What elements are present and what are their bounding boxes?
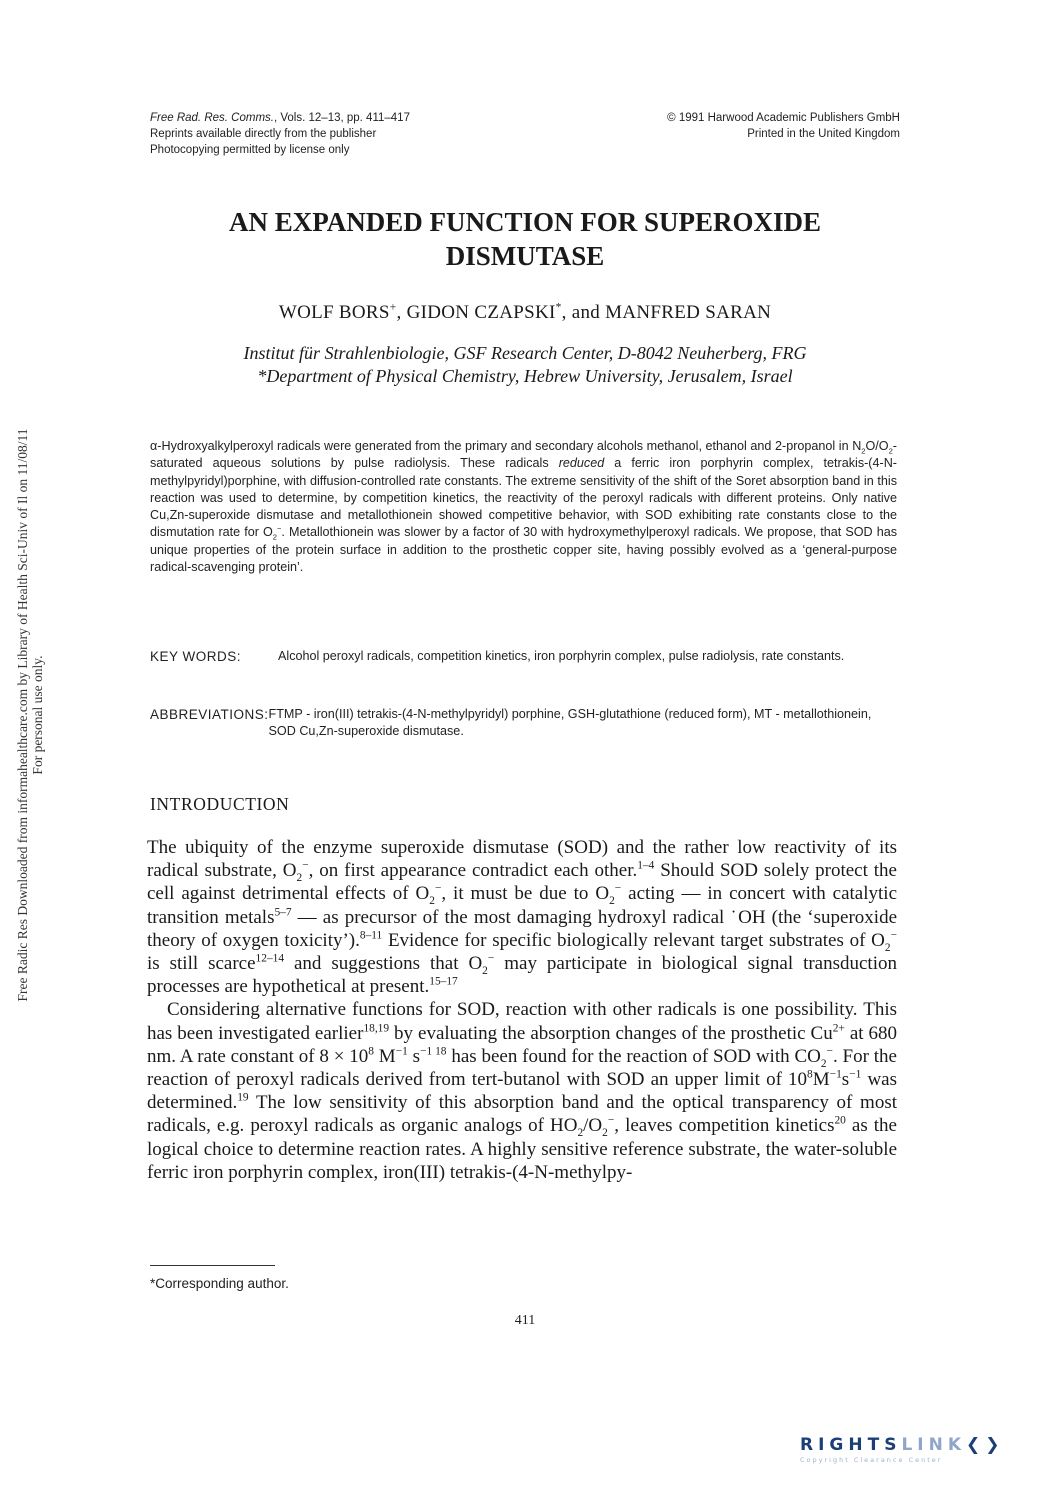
intro-text: , on first appearance contradict each other. [308,860,638,882]
intro-text: as the logical choice to determine reaction rates. A highly sensitive reference substrate, the water-soluble ferric iron porphyrin complex, iron(III) tetrakis-(4-N-methylpy- [147,1115,897,1183]
abstract-text: α-Hydroxyalkylperoxyl radicals were generated from the primary and secondary alcohols methanol, ethanol and 2-propanol in N [150,439,862,453]
abstract [150,438,897,576]
author-bors: WOLF BORS [278,302,390,323]
abstract-text: O/O [865,439,889,453]
intro-sup: 8 [807,1068,813,1081]
abstract-sub: 2 [272,533,277,542]
abstract-sup: − [276,524,282,534]
abstract-text: a ferric iron porphyrin complex, tetrakis-(4-N-methylpyridyl)porphine, with diffusion-controlled rate constants. The extreme sensitivity of the shift of the Soret absorption band in this reaction was used to determine, by competition kinetics, the reactivity of the peroxyl radicals with different proteins. Only native Cu,Zn-superoxide dismutase and metallothionein showed competitive behavior, with SOD exhibiting rate constants close to the dismutation rate for O [150,456,897,540]
intro-text: The ubiquity of the enzyme superoxide dismutase (SOD) and the rather low reactivity of its radical substrate, O [147,837,897,882]
author-czapski: , GIDON CZAPSKI [396,302,556,323]
intro-sup: −1 [395,1045,408,1058]
abbreviations-label: ABBREVIATIONS: [150,707,269,722]
paper-title [150,205,900,273]
intro-text: is still scarce [147,953,256,975]
intro-ref: 18,19 [363,1022,390,1035]
intro-sup: 2+ [832,1022,845,1035]
section-heading-introduction: INTRODUCTION [150,794,290,814]
footnote: *Corresponding author. [150,1276,289,1291]
affiliations [150,342,900,388]
intro-ref: 8–11 [359,929,383,942]
intro-text: Should SOD solely protect the cell against detrimental effects of O [147,860,897,905]
download-stamp-line1: Free Radic Res Downloaded from informahealthcare.com by Library of Health Sci-Univ of Il on 11/08/11 [15,428,30,1002]
intro-sub: 2 [602,1127,608,1140]
abstract-text: -saturated aqueous solutions by pulse radiolysis. These radicals [150,439,897,471]
title-line2: DISMUTASE [445,241,605,271]
intro-text: at 680 nm. A rate constant of 8 × 10 [147,1022,897,1067]
photocopying-note: Photocopying permitted by license only [150,144,350,156]
abstract-emphasis: reduced [558,456,605,471]
intro-sup: −1 [829,1068,842,1081]
journal-name: Free Rad. Res. Comms. [150,112,274,124]
intro-sub: 2 [429,895,435,908]
rightslink-chevron-icon: ❮❯ [966,1435,1005,1455]
title-line1: AN EXPANDED FUNCTION FOR SUPEROXIDE [228,207,822,237]
abbreviations-text: FTMP - iron(III) tetrakis-(4-N-methylpyridyl) porphine, GSH-glutathione (reduced form), MT - metallothionein, SOD Cu,Zn-superoxide dismutase. [268,707,872,738]
abstract-text: . Metallothionein was slower by a factor of 30 with hydroxymethylperoxyl radicals. We propose, that SOD has unique properties of the protein surface in addition to the prosthetic copper site, having possibly evolved as a ‘general-purpose radical-scavenging protein’. [150,525,897,575]
download-stamp-line2: For personal use only. [30,655,45,775]
intro-text: — as precursor of the most damaging hydroxyl radical ˙OH (the ‘superoxide theory of oxygen toxicity’). [147,906,897,951]
intro-sup: − [434,883,442,896]
intro-sub: 2 [482,964,488,977]
intro-text: Evidence for specific biologically relevant target substrates of O [382,929,885,951]
footnote-divider [150,1265,275,1266]
printed-line: Printed in the United Kingdom [747,128,900,140]
intro-text: M [373,1045,396,1067]
intro-text: was determined. [147,1069,897,1114]
intro-ref: 5–7 [274,906,292,919]
intro-sub: 2 [884,941,891,954]
intro-paragraph-2 [147,998,897,1184]
intro-text: s [841,1069,850,1091]
rightslink-logo-dark: RIGHTS [800,1435,902,1455]
intro-text: /O [583,1115,603,1137]
key-words-text: Alcohol peroxyl radicals, competition kinetics, iron porphyrin complex, pulse radiolysis, rate constants. [278,649,845,663]
intro-text: , it must be due to O [441,883,610,905]
intro-text: . For the reaction of peroxyl radicals derived from tert-butanol with SOD an upper limit of 10 [147,1045,897,1091]
intro-text: has been found for the reaction of SOD with CO [446,1045,821,1067]
abbreviations [150,706,897,740]
introduction-body [147,836,897,1184]
affiliation-2: *Department of Physical Chemistry, Hebrew University, Jerusalem, Israel [257,366,793,386]
rightslink-logo-light: LINK [901,1435,966,1455]
reprints-note: Reprints available directly from the publisher [150,128,377,140]
intro-ref: 19 [237,1091,249,1104]
intro-sup: −1 [849,1068,862,1081]
intro-text: acting — in concert with catalytic transition metals [147,883,897,928]
copyright-line: © 1991 Harwood Academic Publishers GmbH [667,112,900,124]
intro-ref: 1–4 [637,859,655,872]
journal-header [150,110,410,158]
rightslink-logo[interactable] [800,1435,1030,1475]
intro-sup: − [487,952,495,965]
intro-sup: − [302,859,309,872]
rightslink-tagline: Copyright Clearance Center [800,1456,943,1464]
intro-text: Considering alternative functions for SOD, reaction with other radicals is one possibility. This has been investigated earlier [147,999,897,1044]
intro-sup: − [607,1115,615,1128]
intro-text: , leaves competition kinetics [614,1115,835,1137]
intro-sup: − [614,883,622,896]
author-list [150,302,900,324]
author-mark-star: * [555,301,562,314]
publisher-header [667,110,900,142]
intro-sup: −1 18 [420,1045,447,1058]
intro-text: and suggestions that O [284,953,483,975]
abstract-sub: 2 [888,446,893,456]
intro-text: The low sensitivity of this absorption band and the optical transparency of most radicals, e.g. peroxyl radicals as organic analogs of HO [147,1092,897,1137]
download-stamp [15,305,45,1125]
author-mark-plus: + [389,301,397,314]
key-words [150,648,897,665]
author-saran: , and MANFRED SARAN [561,302,772,323]
key-words-label: KEY WORDS: [150,649,242,664]
intro-ref: 12–14 [255,952,285,965]
journal-volume: , Vols. 12–13, pp. 411–417 [273,112,410,124]
intro-text: by evaluating the absorption changes of the prosthetic Cu [389,1022,833,1044]
intro-ref: 20 [834,1115,846,1128]
page-number: 411 [514,1313,536,1328]
intro-paragraph-1 [147,836,897,998]
intro-sup: − [890,929,897,942]
intro-text: may participate in biological signal transduction processes are hypothetical at present. [147,953,897,998]
abstract-sub: 2 [861,446,866,456]
intro-sub: 2 [577,1127,584,1140]
affiliation-1: Institut für Strahlenbiologie, GSF Research Center, D-8042 Neuherberg, FRG [243,343,807,363]
intro-sup: − [826,1045,833,1058]
intro-sub: 2 [820,1057,827,1070]
intro-sub: 2 [609,895,615,908]
intro-ref: 15–17 [429,975,458,988]
intro-text: M [812,1069,830,1091]
intro-sub: 2 [296,872,303,884]
intro-text: s [407,1045,421,1067]
intro-sup: 8 [368,1045,374,1058]
